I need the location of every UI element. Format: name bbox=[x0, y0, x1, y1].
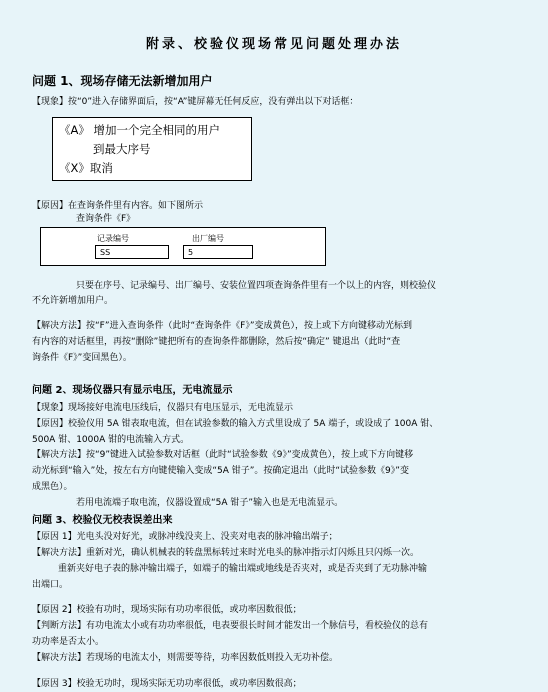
q1-solution-line2: 有内容的对话框里，再按“删除”键把所有的查询条件都删除，然后按“确定” 键退出（此时“查 bbox=[32, 337, 401, 347]
query-field-record-no: SS bbox=[95, 245, 169, 259]
q3-heading: 问题 3、校验仪无校表误差出来 bbox=[32, 515, 173, 526]
q3-solution1-line1: 【解决方法】重新对光，确认机械表的转盘黑标转过来时光电头的脉冲指示灯闪烁且只闪烁一次。 bbox=[32, 548, 420, 558]
dialog-option-x: 《X》取消 bbox=[59, 161, 113, 175]
q3-solution2: 【解决方法】若现场的电流太小，则需要等待，功率因数低则投入无功补偿。 bbox=[32, 653, 339, 663]
q1-query-box bbox=[40, 227, 326, 266]
query-field-factory-no: 5 bbox=[183, 245, 253, 259]
q3-cause2: 【原因 2】校验有功时，现场实际有功功率很低，或功率因数很低； bbox=[32, 605, 302, 615]
q2-solution-line2: 动光标到“输入”处，按左右方向键使输入变成“5A 钳子”。按确定退出（此时“试验参数《9》”变 bbox=[32, 466, 409, 476]
q2-solution-line3: 成黑色）。 bbox=[32, 482, 73, 492]
q2-solution-line1: 【解决方法】按“9”键进入试验参数对话框（此时“试验参数《9》”变成黄色），按上或下方向键移 bbox=[32, 450, 414, 460]
q1-cause: 【原因】在查询条件里有内容。如下图所示 bbox=[32, 201, 204, 211]
q3-solution1-line3: 出端口。 bbox=[32, 580, 69, 590]
q2-cause-line1: 【原因】校验仪用 5A 钳表取电流，但在试验参数的输入方式里设成了 5A 端子，或设成了 100A 钳、 bbox=[32, 419, 439, 429]
q1-symptom: 【现象】按“0”进入存储界面后，按“A”键屏幕无任何反应，没有弹出以下对话框： bbox=[32, 97, 359, 107]
query-label-factory-no: 出厂编号 bbox=[192, 234, 224, 243]
q2-note: 若用电流端子取电流，仪器设置成“5A 钳子”输入也是无电流显示。 bbox=[76, 498, 344, 508]
query-label-record-no: 记录编号 bbox=[97, 234, 129, 243]
q2-heading: 问题 2、现场仪器只有显示电压，无电流显示 bbox=[32, 385, 233, 396]
q3-judge2-line1: 【判断方法】有功电流太小或有功功率很低，电表要很长时间才能发出一个脉信号，看校验仪的总有 bbox=[32, 621, 429, 631]
q1-solution-line1: 【解决方法】按“F”进入查询条件（此时“查询条件《F》”变成黄色），按上或下方向键移动光标到 bbox=[32, 321, 413, 331]
dialog-option-a: 《A》 增加一个完全相同的用户 bbox=[59, 123, 221, 137]
q2-symptom: 【现象】现场接好电流电压线后，仪器只有电压显示，无电流显示 bbox=[32, 403, 294, 413]
q1-explain-line1: 只要在序号、记录编号、出厂编号、安装位置四项查询条件里有一个以上的内容，则校验仪 bbox=[76, 281, 437, 291]
page-title: 附录、校验仪现场常见问题处理办法 bbox=[145, 37, 402, 52]
q2-cause-line2: 500A 钳、1000A 钳的电流输入方式。 bbox=[32, 435, 190, 445]
q3-solution1-line2: 重新夹好电子表的脉冲输出端子，如端子的输出端或地线是否夹对，或是否夹到了无功脉冲输 bbox=[58, 564, 428, 574]
q1-explain-line2: 不允许新增加用户。 bbox=[32, 296, 114, 306]
q1-solution-line3: 询条件《F》”变回黑色）。 bbox=[32, 353, 132, 363]
q1-query-caption: 查询条件《F》 bbox=[76, 214, 136, 224]
q1-heading: 问题 1、现场存储无法新增加用户 bbox=[32, 74, 213, 88]
q1-dialog-box bbox=[52, 117, 252, 181]
dialog-option-a-cont: 到最大序号 bbox=[93, 142, 151, 156]
q3-cause3: 【原因 3】校验无功时，现场实际无功功率很低，或功率因数很高； bbox=[32, 679, 302, 689]
q3-cause1: 【原因 1】光电头没对好光，或脉冲线没夹上、没夹对电表的脉冲输出端子； bbox=[32, 532, 338, 542]
q3-judge2-line2: 功功率是否太小。 bbox=[32, 637, 105, 647]
